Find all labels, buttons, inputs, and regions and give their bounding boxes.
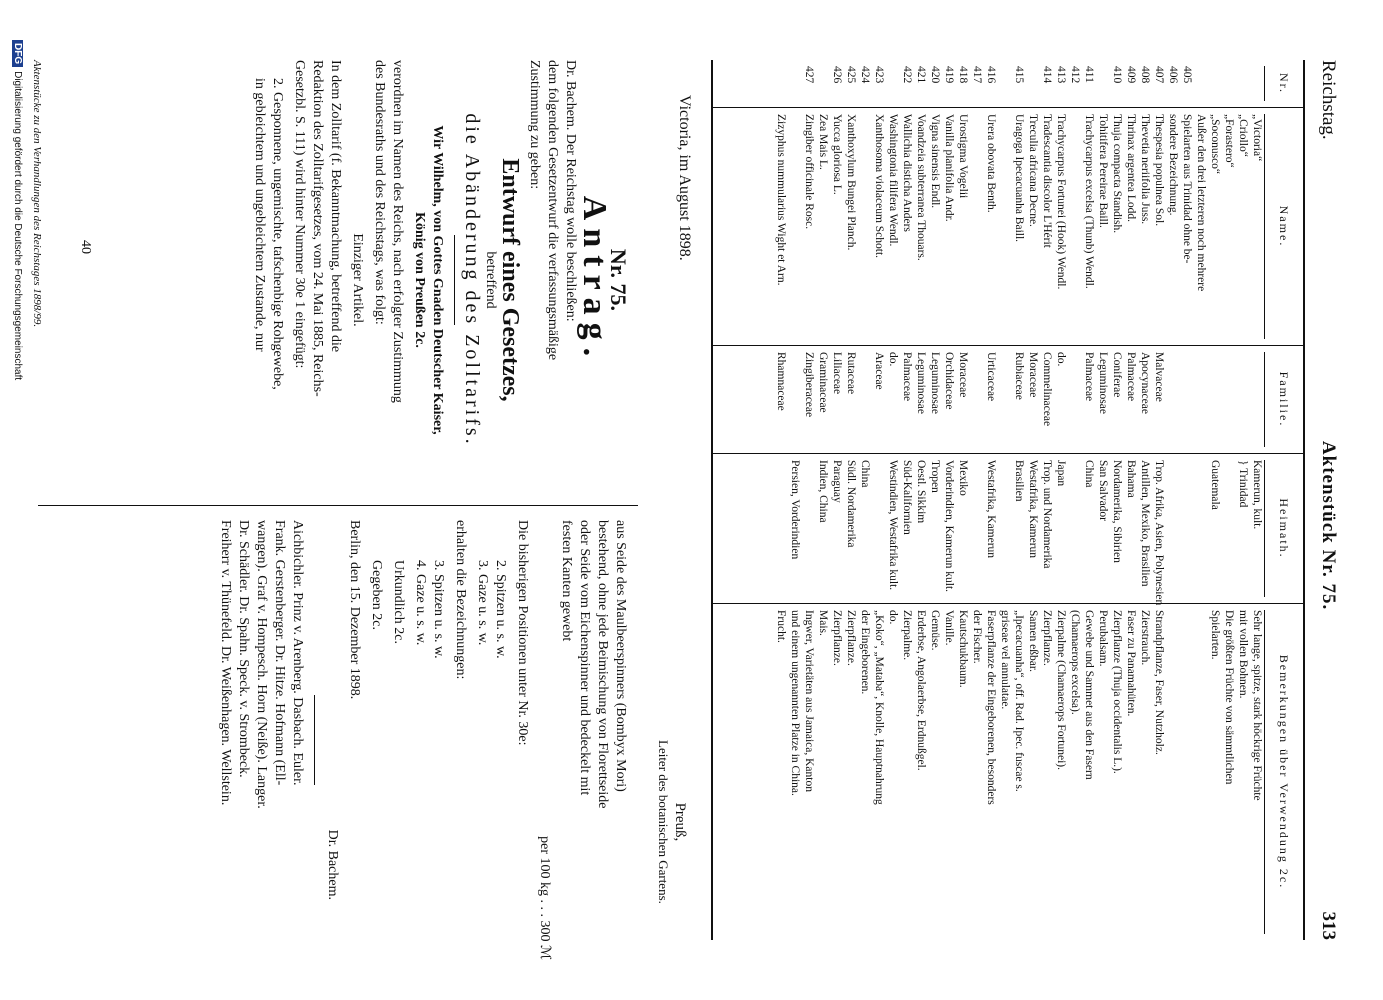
supporters-list: Aichbichler. Prinz v. Arenberg. Dasbach. Euler. Frank. Gerstenberger. Dr. Hitze. Hofmann (Ell- wangen). Graf v. Hompesch. Horn (Neiße). Langer. Dr. Schädler. Dr. Spahn. Speck. v. Strombeck. Freiherr v. Thünefeld. Dr. Weißenhagen. Wellstein. [218,520,305,809]
name-values: „Victoria“ „Criollo“ „Forastero“ „Soconusco“ Außer den drei letzteren noch mehrere Spielarten aus Trinidad ohne be- sondere Bezeichnung. Thespesia populnea Sol. Thevetia neriifolia Juss. Thrinax argentea Lodd. Thuja compacta Standish. Tohitifera Pereirae Baill. Trachycarpus excelsa (Thunb) Wendl. Trachycarpus Fortunei (Hook) Wendl. Tradescantia discolor L'Hérit Treculia africana Decne. Uragoga Ipecacuanha Baill. Urera obovata Benth. Urostigma Vogelii Vanilla planifolia Andr. Vigna sinensis Endl. Voandzeia subterranea Thouars. Wallichia disticha Anders Washingtonia filifera Wendl. Xanthosoma violaceum Schott. Xanthoxylum Bungei Planch. Yucca gloriosa L. Zea Mais L. Zingiber officinale Rosc. Zizyphus nummularius Wight et Arn. [775,114,1263,292]
heimath-values: Kamerun, kult. } Trinidad Guatemala Trop. Afrika, Asien, Polynesien Antillen, Mexiko, Brasilien Bahama Nordamerika, Sibirien San Salvador China Japan Trop. und Nordamerika Westafrika, Kamerun Brasilien Westafrika, Kamerun Mexiko Vorderindien, Kamerun kult. Tropen Oestl. Sikkim Süd-Kalifornien Westindien, Westafrika kult. China Südl. Nordamerika Paraguay Indien, China Persien, Vorderindien [789,460,1263,606]
plant-table [713,60,1303,940]
antrag-number: Nr. 75. [606,248,631,312]
continuation-column [212,520,633,960]
table-bottom-rule [711,60,713,940]
antrag-intro: Dr. Bachem. Der Reichstag wolle beschließen: dem folgenden Gesetzentwurf die verfassungsmäßige Zustimmung zu geben: [527,60,578,361]
verordnen-text: verordnen im Namen des Reichs, nach erfolgter Zustimmung des Bundesraths und des Reichstags, was folgt: [372,60,405,403]
gegeben-text: Gegeben 2c. [369,560,384,630]
place-date: Victoria, im August 1898. [676,95,693,261]
bemerkungen-values: Sehr lange, spitze, stark höckrige Früchte mit vollen Bohnen. Die größten Früchte von sämmtlichen Spielarten. Strandpflanze, Faser, Nutzholz. Zierstrauch. Faser zu Panamahüten. Zierpflanze (Thuja occidentalis L.). Perubalsam. Gewebe und Sammet aus den Fasern (Chamaerops excelsa). Zierpalme (Chamaerops Fortunei). Zierpflanze. Samen eßbar. „Ipecacuanha“, off. Rad. Ipec. fuscae s. griseae vel annulatae. Faserpflanze der Eingeborenen, besonders der Fischer. Kautschukbaum. Vanille. Gemüse. Erderbse, Angolaerbse, Erdnußgel. Zierpalme. do. „Koko“, „Mataba“, Knolle, Hauptnahrung der Eingeborenen. Zierpflanze. Zierpflanze. Mais. Ingwer, Varietäten aus Jamaica, Kanton und einem ungenannten Platze in China. Frucht. [775,610,1263,805]
dfg-logo: DFG [12,40,23,67]
artikel-item-2: 2. Gesponnene, ungemischte, tafschenbige Rohgewebe, in gebleichtem und ungebleichtem Zustande, nur [252,78,285,390]
header-title: Aktenstück Nr. 75. [1318,440,1339,611]
column-name [713,108,1303,346]
signature-name: Preuß, [672,802,688,842]
header-heimath: Heimath. [1264,460,1303,597]
column-familie [713,346,1303,454]
urkundlich-text: Urkundlich 2c. [391,560,406,644]
header-nr: Nr. [1264,66,1303,101]
page-number: 40 [78,240,93,254]
tariff-rate: per 100 kg . . . 300 ℳ [537,836,552,960]
signature-role: Leiter des botanischen Gartens. [656,740,671,904]
continuation-text: aus Seide des Maulbeerspinners (Bombyx Mori) bestehend, ohne jede Beimischung von Florettseide oder Seide vom Eichenspinner und bedeckelt mit festen Kanten gewebt [559,520,628,809]
artikel-body: In dem Zolltarif (f. Bekanntmachung, betreffend die Redaktion des Zolltarifgesetzes, vom 24. Mai 1885, Reichs- Gesetzbl. S. 111) wird hinter Nummer 30e 1 eingefügt: [292,60,343,397]
header-familie: Familie. [1264,352,1303,447]
signature [655,740,688,904]
column-bemerkungen [713,604,1303,940]
column-heimath [713,454,1303,604]
dfg-credit [12,40,23,380]
column-divider [38,505,638,506]
new-positions: 3. Spitzen u. s. w. 4. Gaze u. s. w. [413,560,446,659]
entwurf-heading: Entwurf eines Gesetzes, [497,158,523,402]
author-name: Dr. Bachem. [325,829,340,900]
divider [454,235,455,325]
divider [314,695,315,785]
kaiser-formula: Wir Wilhelm, von Gottes Gnaden Deutscher Kaiser, König von Preußen 2c. [412,125,445,435]
familie-values: Malvaceae Apocynaceae Palmaceae Coniferae Leguminosae Palmaceae do. Commelinaceae Moraceae Rubiaceae Urticaceae Moraceae Orchidaceae Leguminosae Leguminosae Palmaceae do. Araceae Rutaceae Liliaceae Graminaceae Zingiberaceae Rhamnaceae [775,352,1165,427]
antrag-title: Antrag. [576,195,613,365]
antrag-column [246,60,633,500]
dfg-text: Digitalisierung gefördert durch die Deutsche Forschungsgemeinschaft [12,71,23,381]
artikel-heading: Einziger Artikel. [350,233,365,327]
erhalten-text: erhalten die Bezeichnungen: [453,520,468,680]
old-positions: 2. Spitzen u. s. w. 3. Gaze u. s. w. [475,560,508,659]
subject-heading: die Abänderung des Zolltarifs. [461,113,483,447]
header-page-number: 313 [1318,911,1339,940]
column-nr [713,60,1303,108]
header-left: Reichstag. [1318,60,1339,140]
berlin-date: Berlin, den 15. Dezember 1898. [347,520,362,700]
source-line: Aktenstücke zu den Verhandlungen des Reichstages 1898/99. [31,60,43,328]
page-header [1303,60,1339,940]
bisherige-text: Die bisherigen Positionen unter Nr. 30e: [515,520,530,746]
nr-values: 405 406 407 408 409 410 411 412 413 414 415 416 417 418 419 420 421 422 423 424 425 426 427 [803,66,1193,84]
header-name: Name. [1264,114,1303,339]
betreffend-label: betreffend [483,251,498,309]
header-bemerkungen: Bemerkungen über Verwendung 2c. [1264,610,1303,934]
